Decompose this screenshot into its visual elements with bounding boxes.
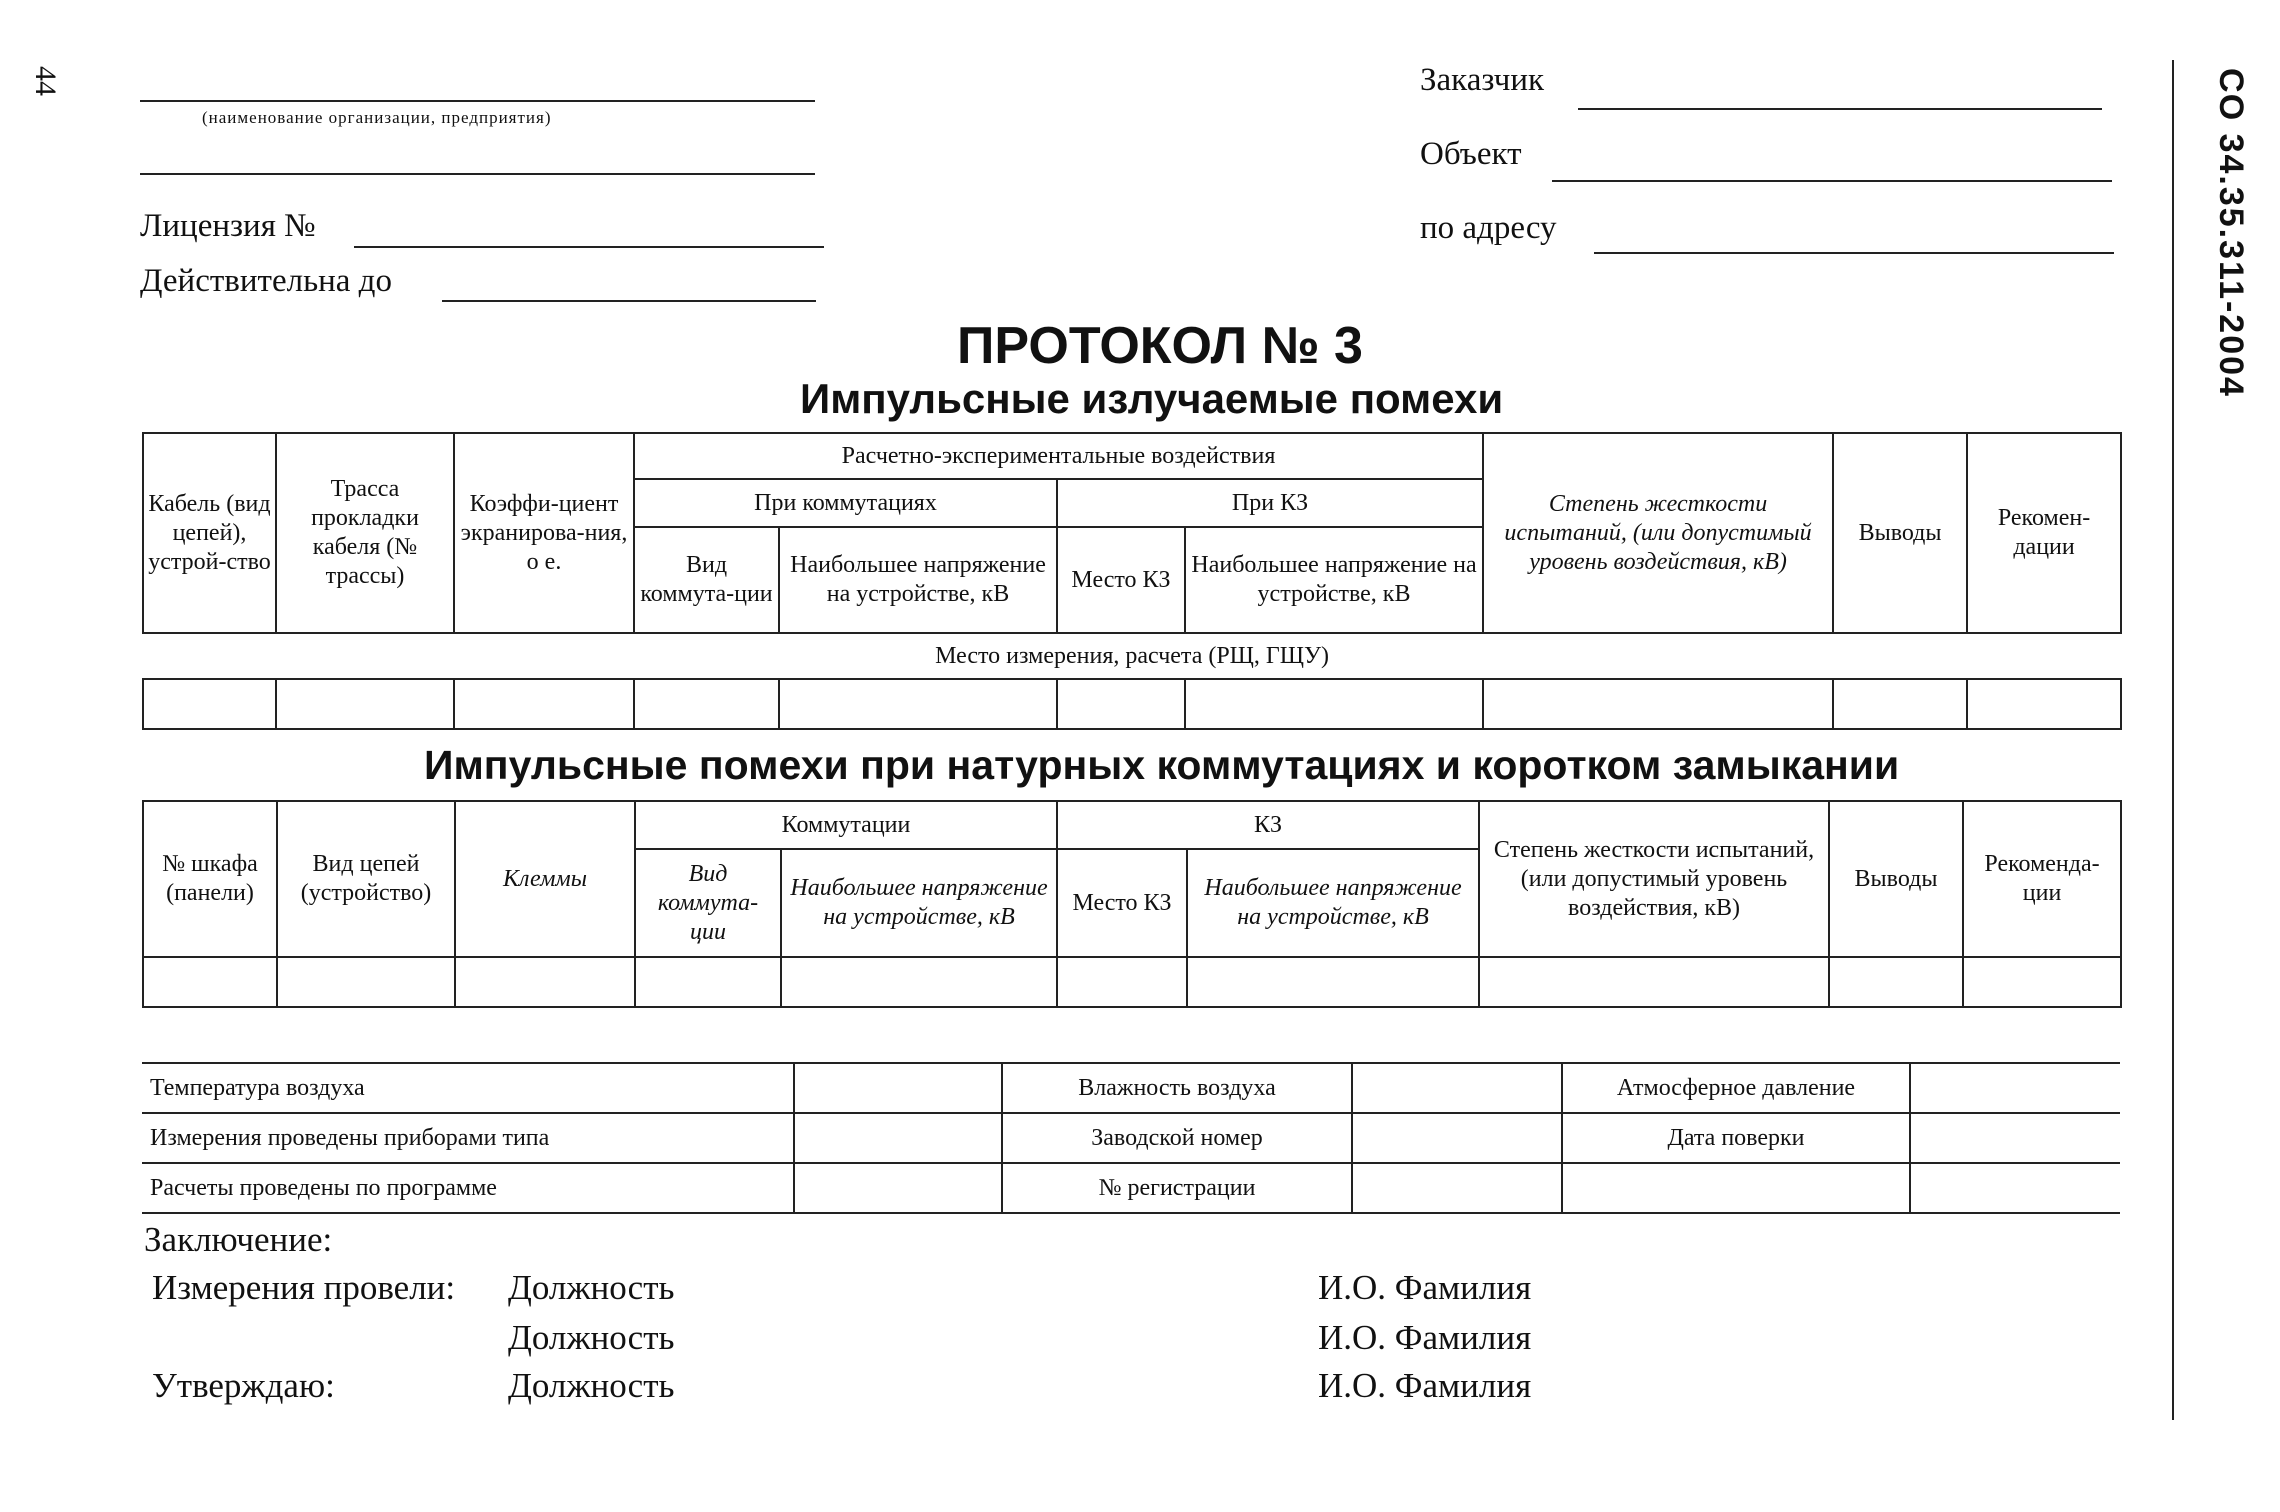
col-shield-coef: Коэффи-циент экранирова-ния, о е. bbox=[454, 433, 634, 633]
col-terminals: Клеммы bbox=[455, 801, 635, 957]
air-temp-value bbox=[794, 1063, 1002, 1113]
object-field bbox=[1552, 180, 2112, 182]
col-cable: Кабель (вид цепей), устрой-ство bbox=[143, 433, 276, 633]
group-short-circuit: КЗ bbox=[1057, 801, 1479, 849]
table-row bbox=[142, 1063, 2120, 1113]
instruments-label: Измерения проведены приборами типа bbox=[142, 1113, 794, 1163]
table-row bbox=[143, 679, 2121, 729]
col-cabinet: № шкафа (панели) bbox=[143, 801, 277, 957]
table-row bbox=[142, 1163, 2120, 1213]
pressure-label: Атмосферное давление bbox=[1562, 1063, 1910, 1113]
col-kz-voltage: Наибольшее напряжение на устройстве, кВ bbox=[1187, 849, 1479, 957]
right-margin-rule bbox=[2172, 60, 2174, 1420]
registration-value bbox=[1352, 1163, 1562, 1213]
col-severity: Степень жесткости испытаний, (или допустимый уровень воздействия, кВ) bbox=[1479, 801, 1829, 957]
valid-until-label: Действительна до bbox=[140, 263, 392, 299]
measure-place-row: Место измерения, расчета (РЩ, ГЩУ) bbox=[143, 633, 2121, 679]
col-kz-voltage: Наибольшее напряжение на устройстве, кВ bbox=[1185, 527, 1483, 633]
software-value bbox=[794, 1163, 1002, 1213]
position-1: Должность bbox=[508, 1268, 675, 1307]
software-label: Расчеты проведены по программе bbox=[142, 1163, 794, 1213]
measured-by-label: Измерения провели: bbox=[152, 1268, 456, 1307]
signer-name-2: И.О. Фамилия bbox=[1318, 1318, 1532, 1357]
address-label: по адресу bbox=[1420, 210, 1557, 246]
instruments-value bbox=[794, 1113, 1002, 1163]
org-name-line bbox=[140, 100, 815, 102]
air-temp-label: Температура воздуха bbox=[142, 1063, 794, 1113]
col-kz-place: Место КЗ bbox=[1057, 849, 1187, 957]
license-label: Лицензия № bbox=[140, 208, 316, 244]
group-calc-exp: Расчетно-экспериментальные воздействия bbox=[634, 433, 1483, 479]
col-conclusions: Выводы bbox=[1833, 433, 1967, 633]
pressure-value bbox=[1910, 1063, 2120, 1113]
col-route: Трасса прокладки кабеля (№ трассы) bbox=[276, 433, 454, 633]
col-conclusions: Выводы bbox=[1829, 801, 1963, 957]
col-max-voltage: Наибольшее напряжение на устройстве, кВ bbox=[779, 527, 1057, 633]
group-switching: Коммутации bbox=[635, 801, 1057, 849]
object-label: Объект bbox=[1420, 136, 1522, 172]
group-short-circuit: При КЗ bbox=[1057, 479, 1483, 527]
blank-label bbox=[1562, 1163, 1910, 1213]
col-circuit-type: Вид цепей (устройство) bbox=[277, 801, 455, 957]
section2-title: Импульсные помехи при натурных коммутациях и коротком замыкании bbox=[424, 742, 1900, 788]
table-row bbox=[142, 1113, 2120, 1163]
col-recommendations: Рекомен-дации bbox=[1967, 433, 2121, 633]
conclusion-label: Заключение: bbox=[144, 1220, 333, 1259]
verify-date-label: Дата поверки bbox=[1562, 1113, 1910, 1163]
customer-label: Заказчик bbox=[1420, 62, 1545, 98]
signer-name-3: И.О. Фамилия bbox=[1318, 1366, 1532, 1405]
humidity-label: Влажность воздуха bbox=[1002, 1063, 1352, 1113]
document-code: СО 34.35.311-2004 bbox=[2212, 68, 2250, 398]
col-kz-place: Место КЗ bbox=[1057, 527, 1185, 633]
group-switching: При коммутациях bbox=[634, 479, 1057, 527]
page-number: 44 bbox=[29, 66, 62, 96]
natural-switching-table bbox=[142, 800, 2122, 1008]
radiated-interference-table bbox=[142, 432, 2122, 730]
license-field bbox=[354, 246, 824, 248]
serial-label: Заводской номер bbox=[1002, 1113, 1352, 1163]
section1-title: Импульсные излучаемые помехи bbox=[800, 375, 1504, 422]
org-name-line-2 bbox=[140, 173, 815, 175]
conditions-table bbox=[142, 1062, 2120, 1214]
humidity-value bbox=[1352, 1063, 1562, 1113]
position-2: Должность bbox=[508, 1318, 675, 1357]
protocol-title: ПРОТОКОЛ № 3 bbox=[957, 317, 1363, 375]
address-field bbox=[1594, 252, 2114, 254]
serial-value bbox=[1352, 1113, 1562, 1163]
valid-until-field bbox=[442, 300, 816, 302]
col-severity: Степень жесткости испытаний, (или допустимый уровень воздействия, кВ) bbox=[1483, 433, 1833, 633]
signer-name-1: И.О. Фамилия bbox=[1318, 1268, 1532, 1307]
approve-label: Утверждаю: bbox=[152, 1366, 335, 1405]
col-recommendations: Рекоменда-ции bbox=[1963, 801, 2121, 957]
org-caption: (наименование организации, предприятия) bbox=[202, 108, 552, 127]
col-switch-type: Вид коммута-ции bbox=[635, 849, 781, 957]
customer-field bbox=[1578, 108, 2102, 110]
verify-date-value bbox=[1910, 1113, 2120, 1163]
col-max-voltage: Наибольшее напряжение на устройстве, кВ bbox=[781, 849, 1057, 957]
position-3: Должность bbox=[508, 1366, 675, 1405]
table-row bbox=[143, 957, 2121, 1007]
col-switch-type: Вид коммута-ции bbox=[634, 527, 779, 633]
registration-label: № регистрации bbox=[1002, 1163, 1352, 1213]
blank-value bbox=[1910, 1163, 2120, 1213]
